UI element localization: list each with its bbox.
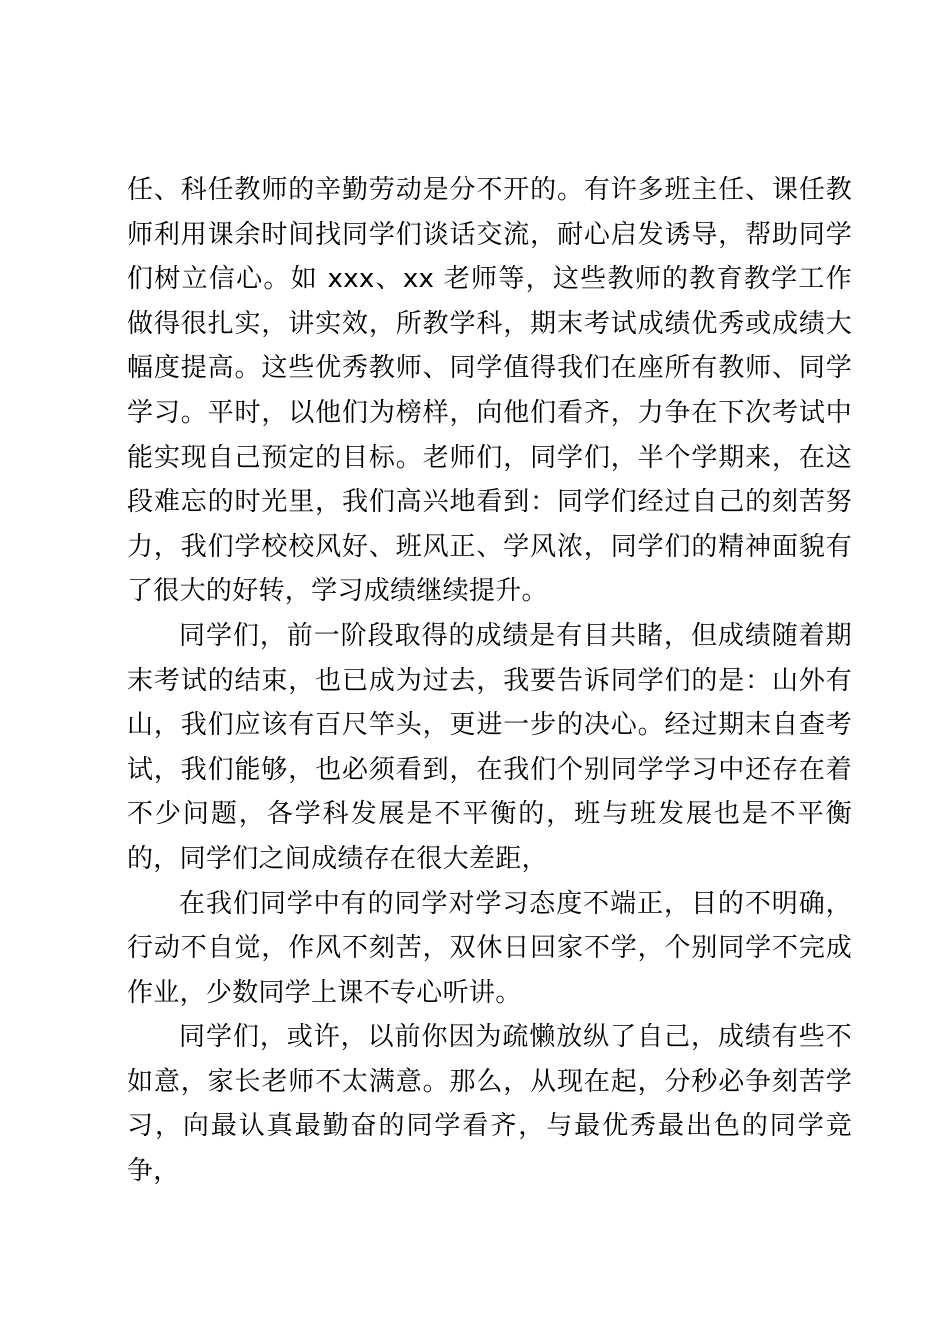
paragraph: 在我们同学中有的同学对学习态度不端正，目的不明确，行动不自觉，作风不刻苦，双休日回家不学，个别同学不完成作业，少数同学上课不专心听讲。 <box>127 888 852 1008</box>
paragraph: 同学们，或许，以前你因为疏懒放纵了自己，成绩有些不如意，家长老师不太满意。那么，从现在起，分秒必争刻苦学习，向最认真最勤奋的同学看齐，与最优秀最出色的同学竞争， <box>127 1022 852 1187</box>
paragraph: 同学们，前一阶段取得的成绩是有目共睹，但成绩随着期末考试的结束，也已成为过去，我要告诉同学们的是：山外有山，我们应该有百尺竿头，更进一步的决心。经过期末自查考试，我们能够，也必须看到，在我们个别同学学习中还存在着不少问题，各学科发展是不平衡的，班与班发展也是不平衡的，同学们之间成绩存在很大差距， <box>127 620 852 874</box>
paragraph-continuation: 任、科任教师的辛勤劳动是分不开的。有许多班主任、课任教师利用课余时间找同学们谈话交流，耐心启发诱导，帮助同学们树立信心。如 xxx、xx 老师等，这些教师的教育教学工作做得很扎实，讲实效，所教学科，期末考试成绩优秀或成绩大幅度提高。这些优秀教师、同学值得我们在座所有教师、同学学习。平时，以他们为榜样，向他们看齐，力争在下次考试中能实现自己预定的目标。老师们，同学们，半个学期来，在这段难忘的时光里，我们高兴地看到：同学们经过自己的刻苦努力，我们学校校风好、班风正、学风浓，同学们的精神面貌有了很大的好转，学习成绩继续提升。 <box>127 175 852 607</box>
document-body <box>127 168 852 1194</box>
